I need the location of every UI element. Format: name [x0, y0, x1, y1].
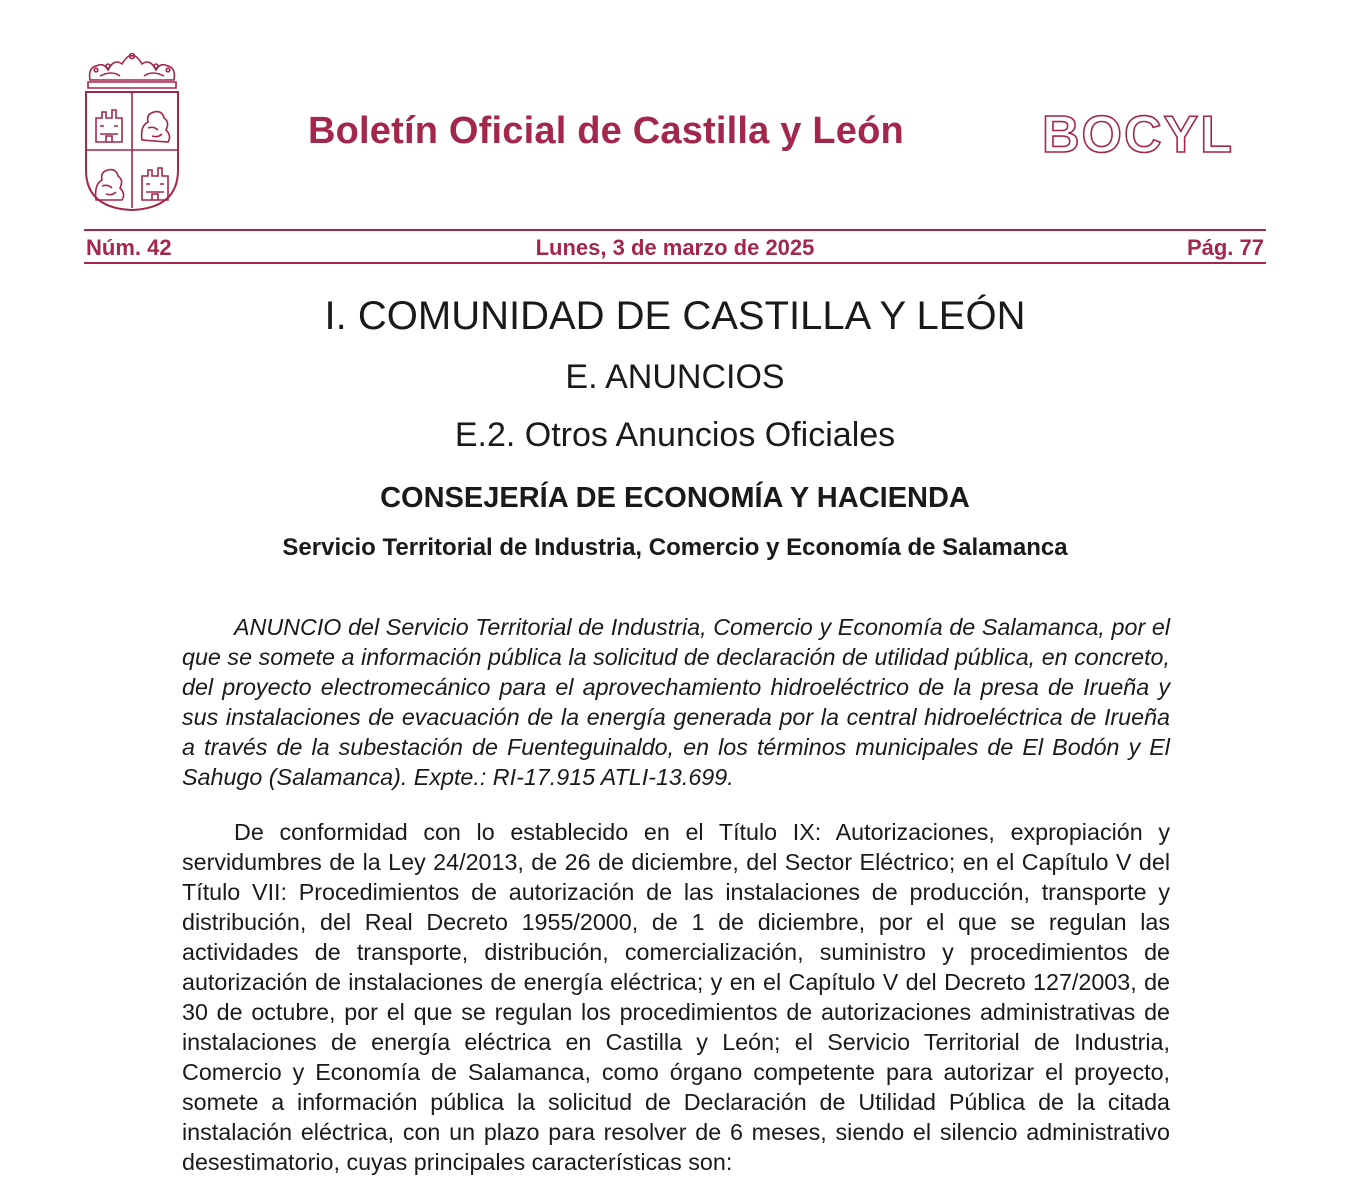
bulletin-title: Boletín Oficial de Castilla y León	[308, 110, 904, 152]
coat-of-arms-logo	[82, 52, 182, 212]
header-divider-top	[84, 229, 1266, 231]
issue-date: Lunes, 3 de marzo de 2025	[535, 235, 815, 260]
section-heading-level2: E. ANUNCIOS	[565, 358, 785, 396]
bocyl-logo	[1040, 108, 1268, 158]
issue-number: Núm. 42	[86, 235, 172, 260]
page-number: Pág. 77	[1186, 235, 1264, 260]
body-paragraph: De conformidad con lo establecido en el Título IX: Autorizaciones, expropiación y servidumbres de la Ley 24/2013, de 26 de diciembre, del Sector Eléctrico; en el Capítulo V del Título VII: Procedimientos de autorización de las instalaciones de producción, transporte y distribución, del Real Decreto 1955/2000, de 1 de diciembre, por el que se regulan las actividades de transporte, distribución, comercialización, suministro y procedimientos de autorización de instalaciones de energía eléctrica; y en el Capítulo V del Decreto 127/2003, de 30 de octubre, por el que se regulan los procedimientos de autorizaciones administrativas de instalaciones de energía eléctrica en Castilla y León; el Servicio Territorial de Industria, Comercio y Economía de Salamanca, como órgano competente para autorizar el proyecto, somete a información pública la solicitud de Declaración de Utilidad Pública de la citada instalación eléctrica, con un plazo para resolver de 6 meses, siendo el silencio administrativo desestimatorio, cuyas principales características son:	[182, 819, 1170, 1175]
section-heading-level3: E.2. Otros Anuncios Oficiales	[454, 416, 896, 454]
department-heading: CONSEJERÍA DE ECONOMÍA Y HACIENDA	[380, 482, 970, 514]
service-heading: Servicio Territorial de Industria, Comercio y Economía de Salamanca	[282, 534, 1068, 561]
announcement-summary: ANUNCIO del Servicio Territorial de Industria, Comercio y Economía de Salamanca, por el que se somete a información pública la solicitud de declaración de utilidad pública, en concreto, del proyecto electromecánico para el aprovechamiento hidroeléctrico de la presa de Irueña y sus instalaciones de evacuación de la energía generada por la central hidroeléctrica de Irueña a través de la subestación de Fuenteguinaldo, en los términos municipales de El Bodón y El Sahugo (Salamanca). Expte.: RI-17.915 ATLI-13.699.	[182, 614, 1170, 790]
svg-text:BOCYL: BOCYL	[1042, 108, 1234, 158]
header-divider-bottom	[84, 262, 1266, 264]
issue-meta-row	[84, 235, 1266, 261]
section-heading-level1: I. COMUNIDAD DE CASTILLA Y LEÓN	[324, 294, 1026, 338]
